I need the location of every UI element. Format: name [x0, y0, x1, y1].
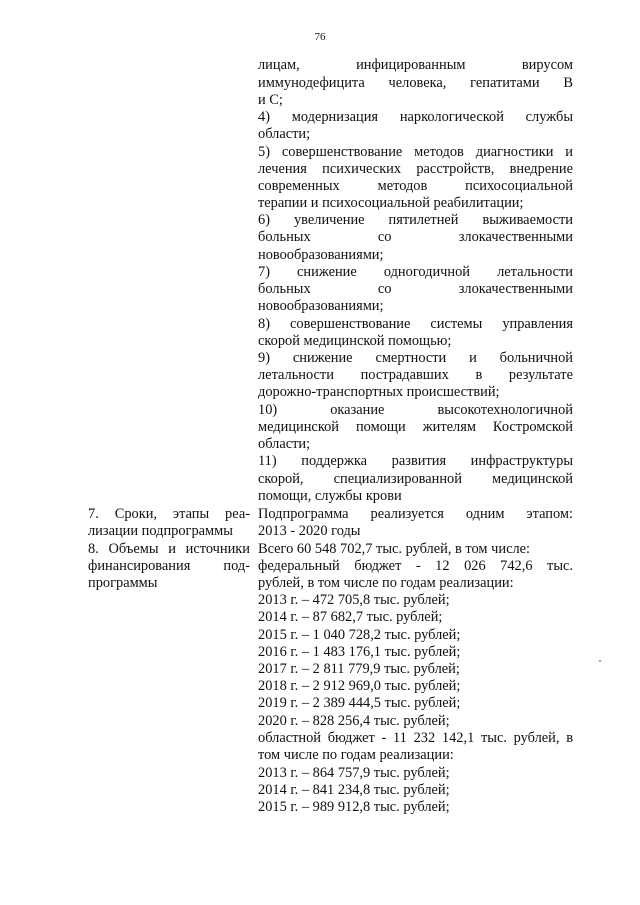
scan-speck	[599, 660, 601, 662]
text-line: областной бюджет - 11 232 142,1 тыс. рублей, в	[258, 730, 573, 746]
text-line: 2018 г. – 2 912 969,0 тыс. рублей;	[258, 678, 461, 694]
text-line: 2013 г. – 864 757,9 тыс. рублей;	[258, 765, 450, 781]
text-line: лицам, инфицированным вирусом	[258, 57, 573, 73]
text-line: 2015 г. – 1 040 728,2 тыс. рублей;	[258, 627, 461, 643]
text-line: федеральный бюджет - 12 026 742,6 тыс.	[258, 558, 573, 574]
text-line: 2013 г. – 472 705,8 тыс. рублей;	[258, 592, 450, 608]
text-line: скорой медицинской помощью;	[258, 333, 452, 349]
text-line: 8. Объемы и источники	[88, 541, 250, 557]
text-line: 11) поддержка развития инфраструктуры	[258, 453, 573, 469]
text-line: 2014 г. – 87 682,7 тыс. рублей;	[258, 609, 443, 625]
text-line: новообразованиями;	[258, 298, 384, 314]
text-line: рублей, в том числе по годам реализации:	[258, 575, 514, 591]
text-line: 5) совершенствование методов диагностики и	[258, 144, 573, 160]
text-line: иммунодефицита человека, гепатитами В	[258, 75, 573, 91]
text-line: 7) снижение одногодичной летальности	[258, 264, 573, 280]
text-line: лечения психических расстройств, внедрение	[258, 161, 573, 177]
text-line: 2014 г. – 841 234,8 тыс. рублей;	[258, 782, 450, 798]
text-line: современных методов психосоциальной	[258, 178, 573, 194]
text-line: 6) увеличение пятилетней выживаемости	[258, 212, 573, 228]
text-line: лизации подпрограммы	[88, 523, 233, 539]
text-line: области;	[258, 436, 311, 452]
text-line: 2016 г. – 1 483 176,1 тыс. рублей;	[258, 644, 461, 660]
text-line: и С;	[258, 92, 283, 108]
text-line: 7. Сроки, этапы реа-	[88, 506, 250, 522]
text-line: больных со злокачественными	[258, 229, 573, 245]
text-line: Всего 60 548 702,7 тыс. рублей, в том числе:	[258, 541, 531, 557]
text-line: 2017 г. – 2 811 779,9 тыс. рублей;	[258, 661, 460, 677]
text-line: том числе по годам реализации:	[258, 747, 454, 763]
text-line: летальности пострадавших в результате	[258, 367, 573, 383]
text-line: программы	[88, 575, 158, 591]
text-line: 2019 г. – 2 389 444,5 тыс. рублей;	[258, 695, 461, 711]
text-line: скорой, специализированной медицинской	[258, 471, 573, 487]
text-line: Подпрограмма реализуется одним этапом:	[258, 506, 573, 522]
text-line: 2013 - 2020 годы	[258, 523, 361, 539]
text-line: больных со злокачественными	[258, 281, 573, 297]
text-line: области;	[258, 126, 311, 142]
text-line: терапии и психосоциальной реабилитации;	[258, 195, 524, 211]
text-line: медицинской помощи жителям Костромской	[258, 419, 573, 435]
text-line: помощи, службы крови	[258, 488, 402, 504]
page-number: 76	[314, 31, 326, 43]
text-line: 2015 г. – 989 912,8 тыс. рублей;	[258, 799, 450, 815]
text-line: 2020 г. – 828 256,4 тыс. рублей;	[258, 713, 450, 729]
text-line: дорожно-транспортных происшествий;	[258, 384, 500, 400]
text-line: финансирования под-	[88, 558, 250, 574]
text-line: 9) снижение смертности и больничной	[258, 350, 573, 366]
text-line: 8) совершенствование системы управления	[258, 316, 573, 332]
text-line: 10) оказание высокотехнологичной	[258, 402, 573, 418]
text-line: новообразованиями;	[258, 247, 384, 263]
text-line: 4) модернизация наркологической службы	[258, 109, 573, 125]
